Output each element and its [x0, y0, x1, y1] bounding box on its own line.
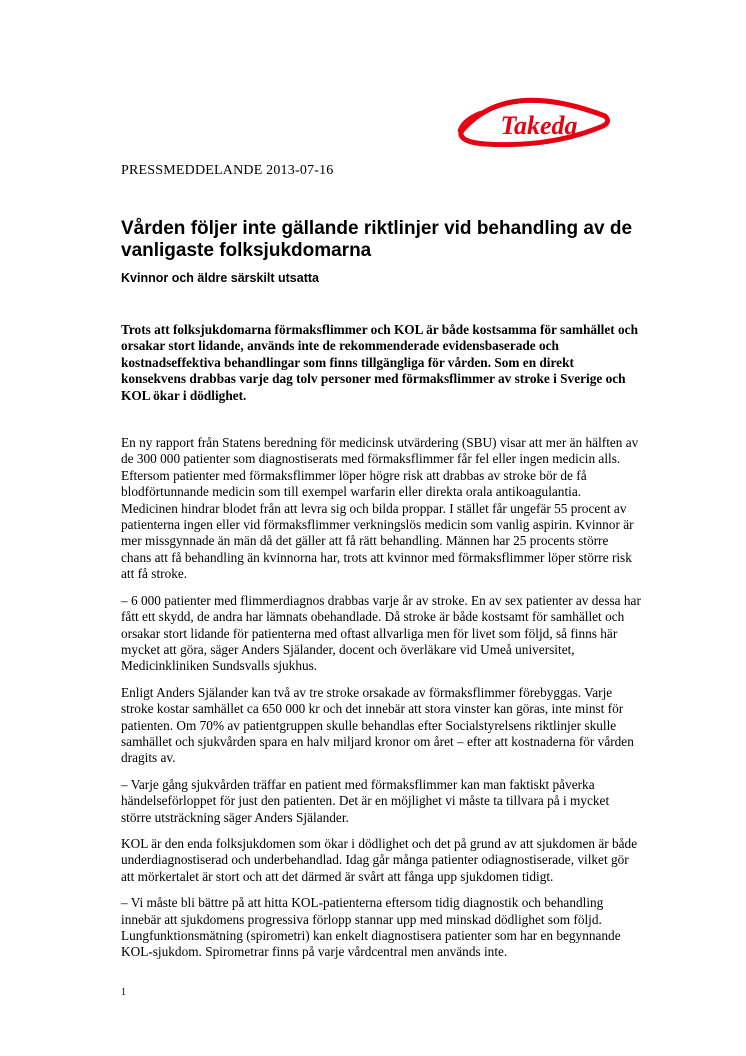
subtitle: Kvinnor och äldre särskilt utsatta — [121, 271, 319, 285]
body-paragraph: – Vi måste bli bättre på att hitta KOL-patienterna eftersom tidig diagnostik och behandling innebär att sjukdomens progressiva förlopp stannar upp med minskad dödlighet som följd. Lungfunktionsmätning (spirometri) kan enkelt diagnostisera patienter som har en begynnande KOL-sjukdom. Spirometrar finns på varje vårdcentral men används inte. — [121, 895, 621, 960]
press-release-date: PRESSMEDDELANDE 2013-07-16 — [121, 163, 334, 178]
page-number: 1 — [121, 987, 126, 998]
body-paragraph: – Varje gång sjukvården träffar en patient med förmaksflimmer kan man faktiskt påverka händelseförloppet för just den patienten. Det är en möjlighet vi måste ta tillvara på i mycket större utsträckning säger Anders Själander. — [121, 776, 610, 825]
body-paragraph: Enligt Anders Själander kan två av tre stroke orsakade av förmaksflimmer förebyggas. Varje stroke kostar samhället ca 650 000 kr och det innebär att stora vinster kan göras, inte minst för patienten. Om 70% av patientgruppen skulle behandlas efter Socialstyrelsens riktlinjer skulle samhället och sjukvården spara en halv miljard kronor om året – efter att kostnaderna för vården dragits av. — [121, 684, 634, 766]
lead-paragraph: Trots att folksjukdomarna förmaksflimmer och KOL är både kostsamma för samhället och orsakar stort lidande, används inte de rekommenderade evidensbaserade och kostnadseffektiva behandlingar som finns tillgängliga för vården. Som en direkt konsekvens drabbas varje dag tolv personer med förmaksflimmer av stroke i Sverige och KOL ökar i dödlighet. — [121, 322, 638, 403]
page-title: Vården följer inte gällande riktlinjer vid behandling av de vanligaste folksjukdomarna — [121, 218, 633, 261]
takeda-logo — [455, 92, 615, 156]
article-body — [121, 322, 641, 971]
logo-text: Takeda — [500, 111, 578, 140]
body-paragraph: KOL är den enda folksjukdomen som ökar i dödlighet och det på grund av att sjukdomen är både underdiagnostiserad och underbehandlad. Idag går många patienter odiagnostiserade, vilket gör att mörkertalet är stort och att det därmed är svårt att fånga upp sjukdomen tidigt. — [121, 835, 638, 884]
body-paragraph: En ny rapport från Statens beredning för medicinsk utvärdering (SBU) visar att mer än hälften av de 300 000 patienter som diagnostiserats med förmaksflimmer får fel eller ingen medicin alls. Eftersom patienter med förmaksflimmer löper högre risk att drabbas av stroke bör de få blodförtunnande medicin som till exempel warfarin eller direkta orala antikoagulantia. Medicinen hindrar blodet från att levra sig och bilda proppar. I stället får ungefär 55 procent av patienterna ingen eller vid förmaksflimmer verkningslös medicin som vanlig aspirin. Kvinnor är mer missgynnade än män då det gäller att få rätt behandling. Männen har 25 procents större chans att få behandling än kvinnorna har, trots att kvinnor med förmaksflimmer löper större risk att få stroke. — [121, 435, 639, 582]
body-paragraph: – 6 000 patienter med flimmerdiagnos drabbas varje år av stroke. En av sex patienter av dessa har fått ett skydd, de andra har lämnats obehandlade. Då stroke är både kostsamt för samhället och orsakar stort lidande för patienterna med oftast allvarliga men för livet som följd, så finns här mycket att göra, säger Anders Själander, docent och överläkare vid Umeå universitet, Medicinkliniken Sundsvalls sjukhus. — [121, 592, 641, 674]
